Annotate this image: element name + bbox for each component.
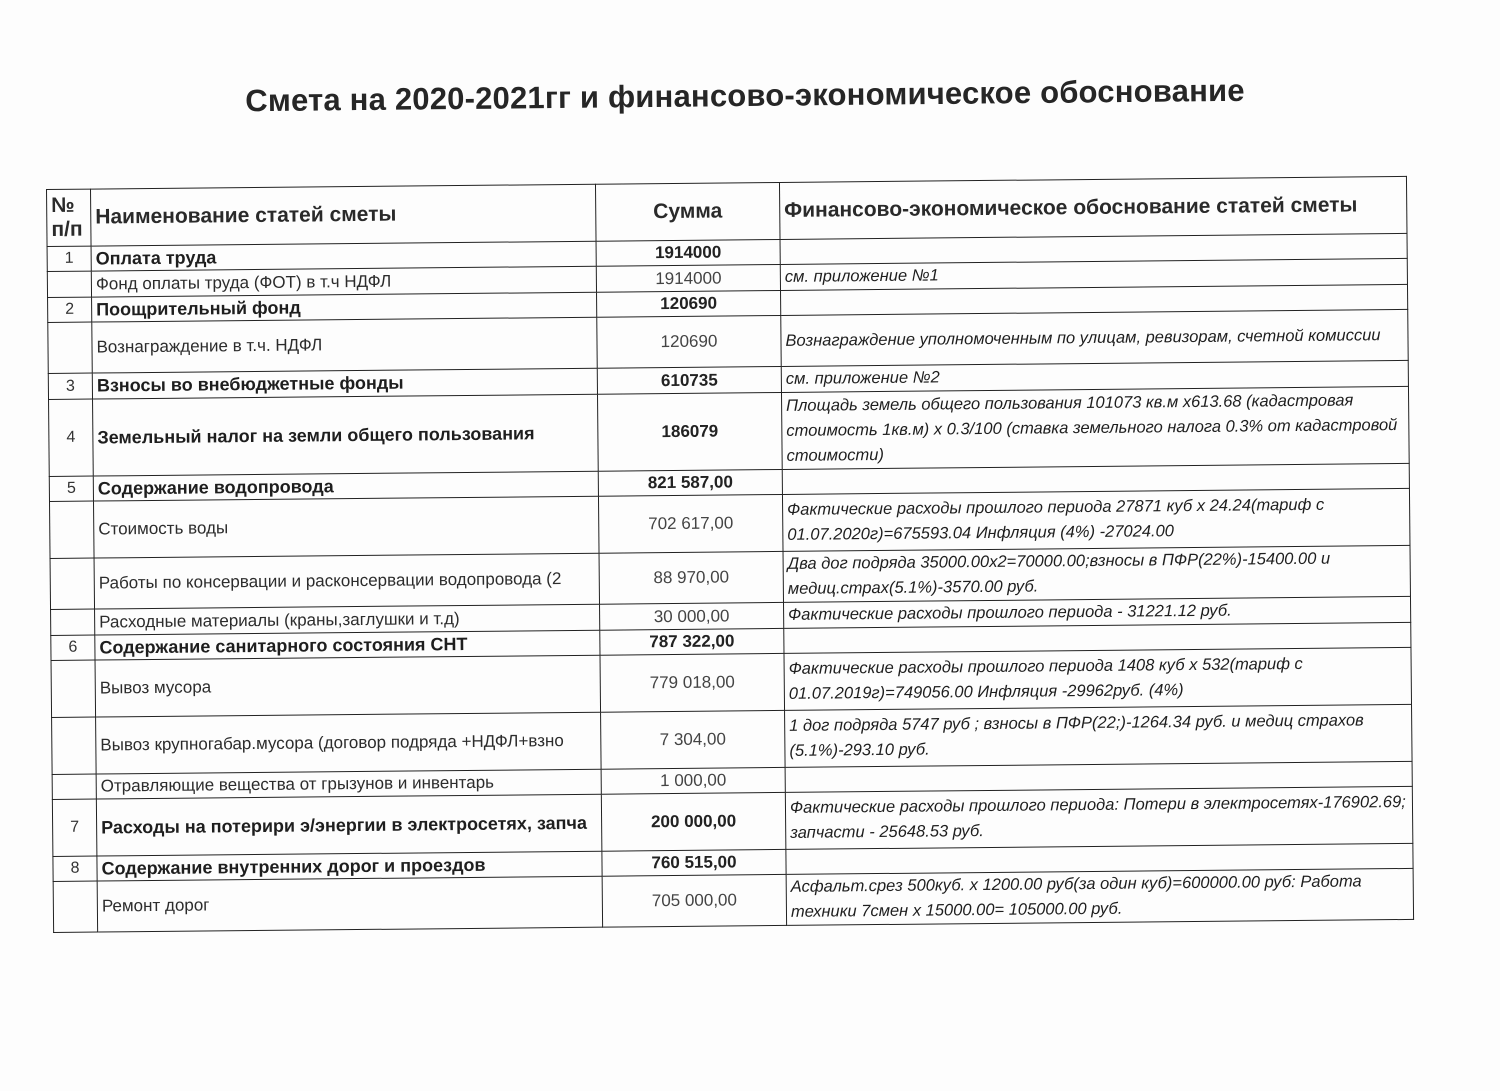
row-sum: 1 000,00 [601, 767, 785, 794]
row-sum: 821 587,00 [598, 469, 782, 496]
row-justification: см. приложение №1 [780, 258, 1407, 290]
estimate-sheet [46, 176, 1413, 933]
row-justification: 1 дог подряда 5747 руб ; взносы в ПФР(22;)-1264.34 руб. и медиц страхов (5.1%)-293.10 руб. [785, 704, 1413, 767]
row-sum: 7 304,00 [601, 710, 786, 769]
row-item-name: Ремонт дорог [97, 876, 602, 932]
row-sum: 1914000 [596, 239, 780, 266]
row-sum: 88 970,00 [599, 551, 783, 604]
row-justification: Площадь земель общего пользования 101073 кв.м х613.68 (кадастровая стоимость 1кв.м) х 0.3/100 (ставка земельного налога 0.3% от кадастровой стоимости) [781, 386, 1409, 469]
document-title: Смета на 2020-2021гг и финансово-экономическое обоснование [245, 72, 1245, 119]
row-number [51, 609, 95, 635]
row-number: 8 [53, 856, 97, 881]
row-item-name: Взносы во внебюджетные фонды [92, 368, 597, 399]
row-number [49, 501, 94, 558]
row-number: 6 [51, 635, 95, 660]
row-sum: 186079 [597, 392, 782, 471]
row-sum: 779 018,00 [600, 653, 785, 712]
row-sum: 705 000,00 [602, 874, 786, 927]
row-item-name: Расходы на потерири э/энергии в электросетях, запча [96, 794, 602, 856]
row-number: 2 [48, 297, 92, 322]
table-row [49, 386, 1410, 476]
row-item-name: Содержание санитарного состояния СНТ [95, 630, 600, 660]
row-sum: 702 617,00 [598, 494, 783, 553]
row-justification: Фактические расходы прошлого периода - 31221.12 руб. [784, 596, 1411, 628]
row-sum: 760 515,00 [602, 849, 786, 876]
row-justification: Два дог подряда 35000.00х2=70000.00;взносы в ПФР(22%)-15400.00 и медиц.страх(5.1%)-3570.00 руб. [783, 545, 1410, 602]
row-number: 7 [52, 799, 97, 856]
row-justification: Вознаграждение уполномоченным по улицам, ревизорам, счетной комиссии [781, 309, 1408, 366]
row-item-name: Вывоз мусора [95, 655, 601, 717]
row-sum: 30 000,00 [600, 602, 784, 630]
row-sum: 1914000 [596, 264, 780, 292]
row-item-name: Вывоз крупногабар.мусора (договор подряда +НДФЛ+взно [96, 712, 602, 774]
estimate-table [46, 176, 1414, 933]
row-item-name: Содержание внутренних дорог и проездов [97, 851, 602, 881]
header-item-name: Наименование статей сметы [91, 184, 597, 246]
row-number [50, 558, 94, 609]
row-item-name: Расходные материалы (краны,заглушки и т.д) [95, 604, 600, 635]
row-sum: 120690 [597, 290, 781, 317]
row-justification: Фактические расходы прошлого периода 1408 куб х 532(тариф с 01.07.2019г)=749056.00 Инфляция -29962руб. (4%) [784, 647, 1412, 710]
header-justification: Финансово-экономическое обоснование статей сметы [779, 176, 1407, 239]
header-number: № п/п [47, 189, 92, 246]
row-justification: см. приложение №2 [781, 360, 1408, 392]
row-number: 4 [49, 399, 94, 476]
row-item-name: Стоимость воды [93, 496, 599, 558]
row-number [48, 322, 92, 373]
row-number: 5 [49, 476, 93, 501]
row-item-name: Вознаграждение в т.ч. НДФЛ [92, 317, 597, 373]
row-item-name: Содержание водопровода [93, 471, 598, 501]
row-item-name: Отравляющие вещества от грызунов и инвентарь [96, 769, 601, 799]
row-justification: Асфальт.срез 500куб. х 1200.00 руб(за один куб)=600000.00 руб: Работа техники 7смен х 15000.00= 105000.00 руб. [786, 868, 1413, 925]
row-sum: 200 000,00 [601, 792, 786, 851]
row-number: 1 [47, 246, 91, 271]
row-number [52, 774, 96, 799]
row-number [53, 881, 97, 932]
row-sum: 787 322,00 [600, 628, 784, 655]
header-sum: Сумма [595, 182, 780, 241]
row-sum: 120690 [597, 315, 781, 368]
row-number [51, 660, 96, 717]
row-justification: Фактические расходы прошлого периода 27871 куб х 24.24(тариф с 01.07.2020г)=675593.04 Инфляция (4%) -27024.00 [782, 488, 1410, 551]
row-item-name: Поощрительный фонд [92, 292, 597, 322]
row-sum: 610735 [597, 366, 781, 394]
row-item-name: Фонд оплаты труда (ФОТ) в т.ч НДФЛ [91, 266, 596, 297]
row-item-name: Оплата труда [91, 241, 596, 271]
row-justification: Фактические расходы прошлого периода: Потери в электросетях-176902.69; запчасти - 25648.53 руб. [785, 786, 1413, 849]
row-item-name: Работы по консервации и расконсервации водопровода (2 [94, 553, 599, 609]
row-number [47, 271, 91, 297]
row-item-name: Земельный налог на земли общего пользования [93, 394, 599, 476]
row-number: 3 [48, 373, 92, 399]
row-number [52, 717, 97, 774]
